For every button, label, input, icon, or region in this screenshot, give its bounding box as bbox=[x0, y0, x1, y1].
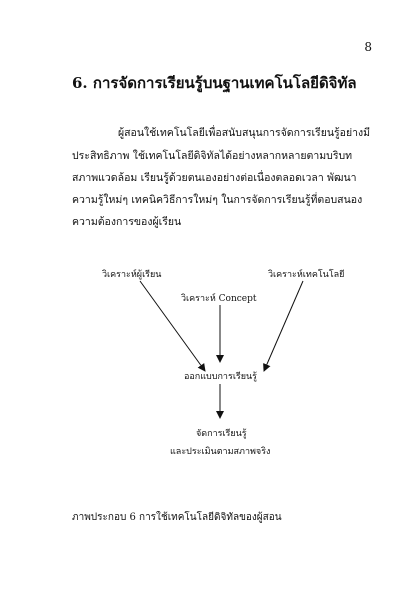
node-design-learning: ออกแบบการเรียนรู้ bbox=[184, 372, 257, 382]
paragraph-line: สภาพแวดล้อม เรียนรู้ด้วยตนเองอย่างต่อเนื่องตลอดเวลา พัฒนา bbox=[72, 172, 357, 184]
node-analyze-technology: วิเคราะห์เทคโนโลยี bbox=[268, 270, 345, 280]
paragraph-line: ประสิทธิภาพ ใช้เทคโนโลยีดิจิทัลได้อย่างหลากหลายตามบริบท bbox=[72, 150, 353, 162]
arrow-tech-to-design bbox=[264, 281, 303, 371]
node-manage-learning: จัดการเรียนรู้ bbox=[196, 429, 247, 439]
node-manage-learning-evaluation: และประเมินตามสภาพจริง bbox=[170, 447, 271, 457]
node-analyze-learner: วิเคราะห์ผู้เรียน bbox=[102, 270, 162, 280]
paragraph-line: ความต้องการของผู้เรียน bbox=[72, 216, 182, 228]
paragraph-line: ความรู้ใหม่ๆ เทคนิควิธีการใหม่ๆ ในการจัดการเรียนรู้ที่ตอบสนอง bbox=[72, 194, 363, 206]
figure-caption: ภาพประกอบ 6 การใช้เทคโนโลยีดิจิทัลของผู้สอน bbox=[72, 512, 282, 523]
node-analyze-concept: วิเคราะห์ Concept bbox=[181, 294, 257, 304]
section-heading: 6. การจัดการเรียนรู้บนฐานเทคโนโลยีดิจิทัล bbox=[72, 74, 357, 92]
paragraph-line: ผู้สอนใช้เทคโนโลยีเพื่อสนับสนุนการจัดการเรียนรู้อย่างมี bbox=[118, 127, 371, 139]
page-number: 8 bbox=[364, 40, 372, 54]
